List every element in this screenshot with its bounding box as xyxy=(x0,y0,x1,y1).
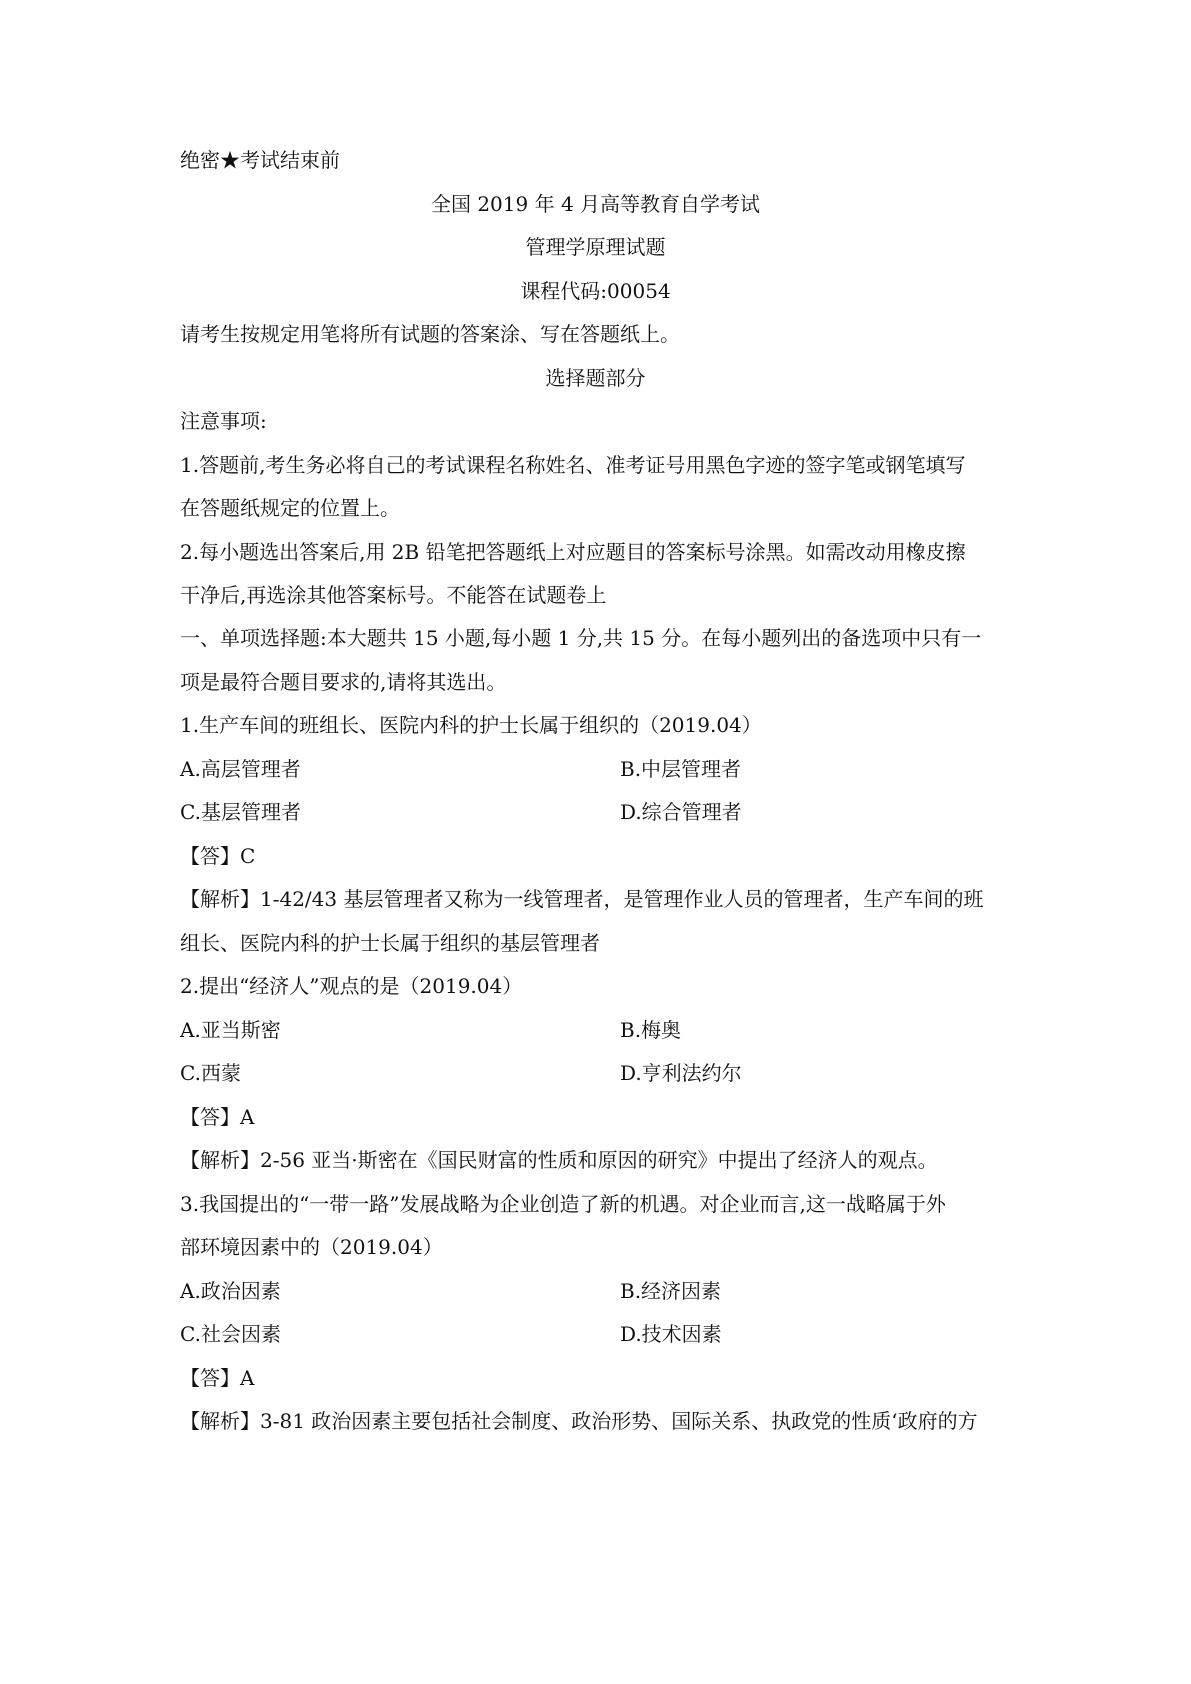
question-1-answer: 【答】C xyxy=(180,844,256,868)
question-2-analysis-line-1: 【解析】2-56 亚当·斯密在《国民财富的性质和原因的研究》中提出了经济人的观点。 xyxy=(180,1148,938,1172)
question-1-option-d: D.综合管理者 xyxy=(620,800,742,824)
question-3-stem-line-2: 部环境因素中的（2019.04） xyxy=(180,1235,443,1259)
question-2-stem: 2.提出“经济人”观点的是（2019.04） xyxy=(180,974,523,998)
note-2-line-2: 干净后,再选涂其他答案标号。不能答在试题卷上 xyxy=(180,583,607,607)
question-3-option-c: C.社会因素 xyxy=(180,1322,281,1346)
secret-label: 绝密★考试结束前 xyxy=(180,148,340,172)
question-2-answer: 【答】A xyxy=(180,1105,255,1129)
question-2-option-d: D.亨利法约尔 xyxy=(620,1061,742,1085)
course-code: 课程代码:00054 xyxy=(520,279,671,303)
question-2-option-b: B.梅奥 xyxy=(620,1018,682,1042)
instruction-text: 请考生按规定用笔将所有试题的答案涂、写在答题纸上。 xyxy=(180,322,680,346)
question-1-analysis-line-1: 【解析】1-42/43 基层管理者又称为一线管理者，是管理作业人员的管理者，生产车间的班 xyxy=(180,887,984,911)
part-1-heading-line-1: 一、单项选择题:本大题共 15 小题,每小题 1 分,共 15 分。在每小题列出的备选项中只有一 xyxy=(180,626,982,650)
question-2-option-a: A.亚当斯密 xyxy=(180,1018,281,1042)
question-3-answer: 【答】A xyxy=(180,1366,255,1390)
question-3-analysis-line-1: 【解析】3-81 政治因素主要包括社会制度、政治形势、国际关系、执政党的性质‘政府的方 xyxy=(180,1409,978,1433)
question-3-option-a: A.政治因素 xyxy=(180,1279,281,1303)
note-1-line-1: 1.答题前,考生务必将自己的考试课程名称姓名、准考证号用黑色字迹的签字笔或钢笔填写 xyxy=(180,453,966,477)
question-1-analysis-line-2: 组长、医院内科的护士长属于组织的基层管理者 xyxy=(180,931,600,955)
question-2-option-c: C.西蒙 xyxy=(180,1061,241,1085)
note-1-line-2: 在答题纸规定的位置上。 xyxy=(180,496,400,520)
exam-title: 全国 2019 年 4 月高等教育自学考试 xyxy=(430,192,761,216)
paper-title: 管理学原理试题 xyxy=(525,235,666,259)
question-1-option-b: B.中层管理者 xyxy=(620,757,742,781)
question-1-stem: 1.生产车间的班组长、医院内科的护士长属于组织的（2019.04） xyxy=(180,713,762,737)
section-title: 选择题部分 xyxy=(545,366,646,390)
part-1-heading-line-2: 项是最符合题目要求的,请将其选出。 xyxy=(180,670,507,694)
question-1-option-c: C.基层管理者 xyxy=(180,800,301,824)
question-1-option-a: A.高层管理者 xyxy=(180,757,301,781)
note-2-line-1: 2.每小题选出答案后,用 2B 铅笔把答题纸上对应题目的答案标号涂黑。如需改动用橡皮擦 xyxy=(180,540,966,564)
notes-title: 注意事项: xyxy=(180,409,267,433)
question-3-option-d: D.技术因素 xyxy=(620,1322,722,1346)
question-3-option-b: B.经济因素 xyxy=(620,1279,722,1303)
question-3-stem-line-1: 3.我国提出的“一带一路”发展战略为企业创造了新的机遇。对企业而言,这一战略属于外 xyxy=(180,1192,946,1216)
